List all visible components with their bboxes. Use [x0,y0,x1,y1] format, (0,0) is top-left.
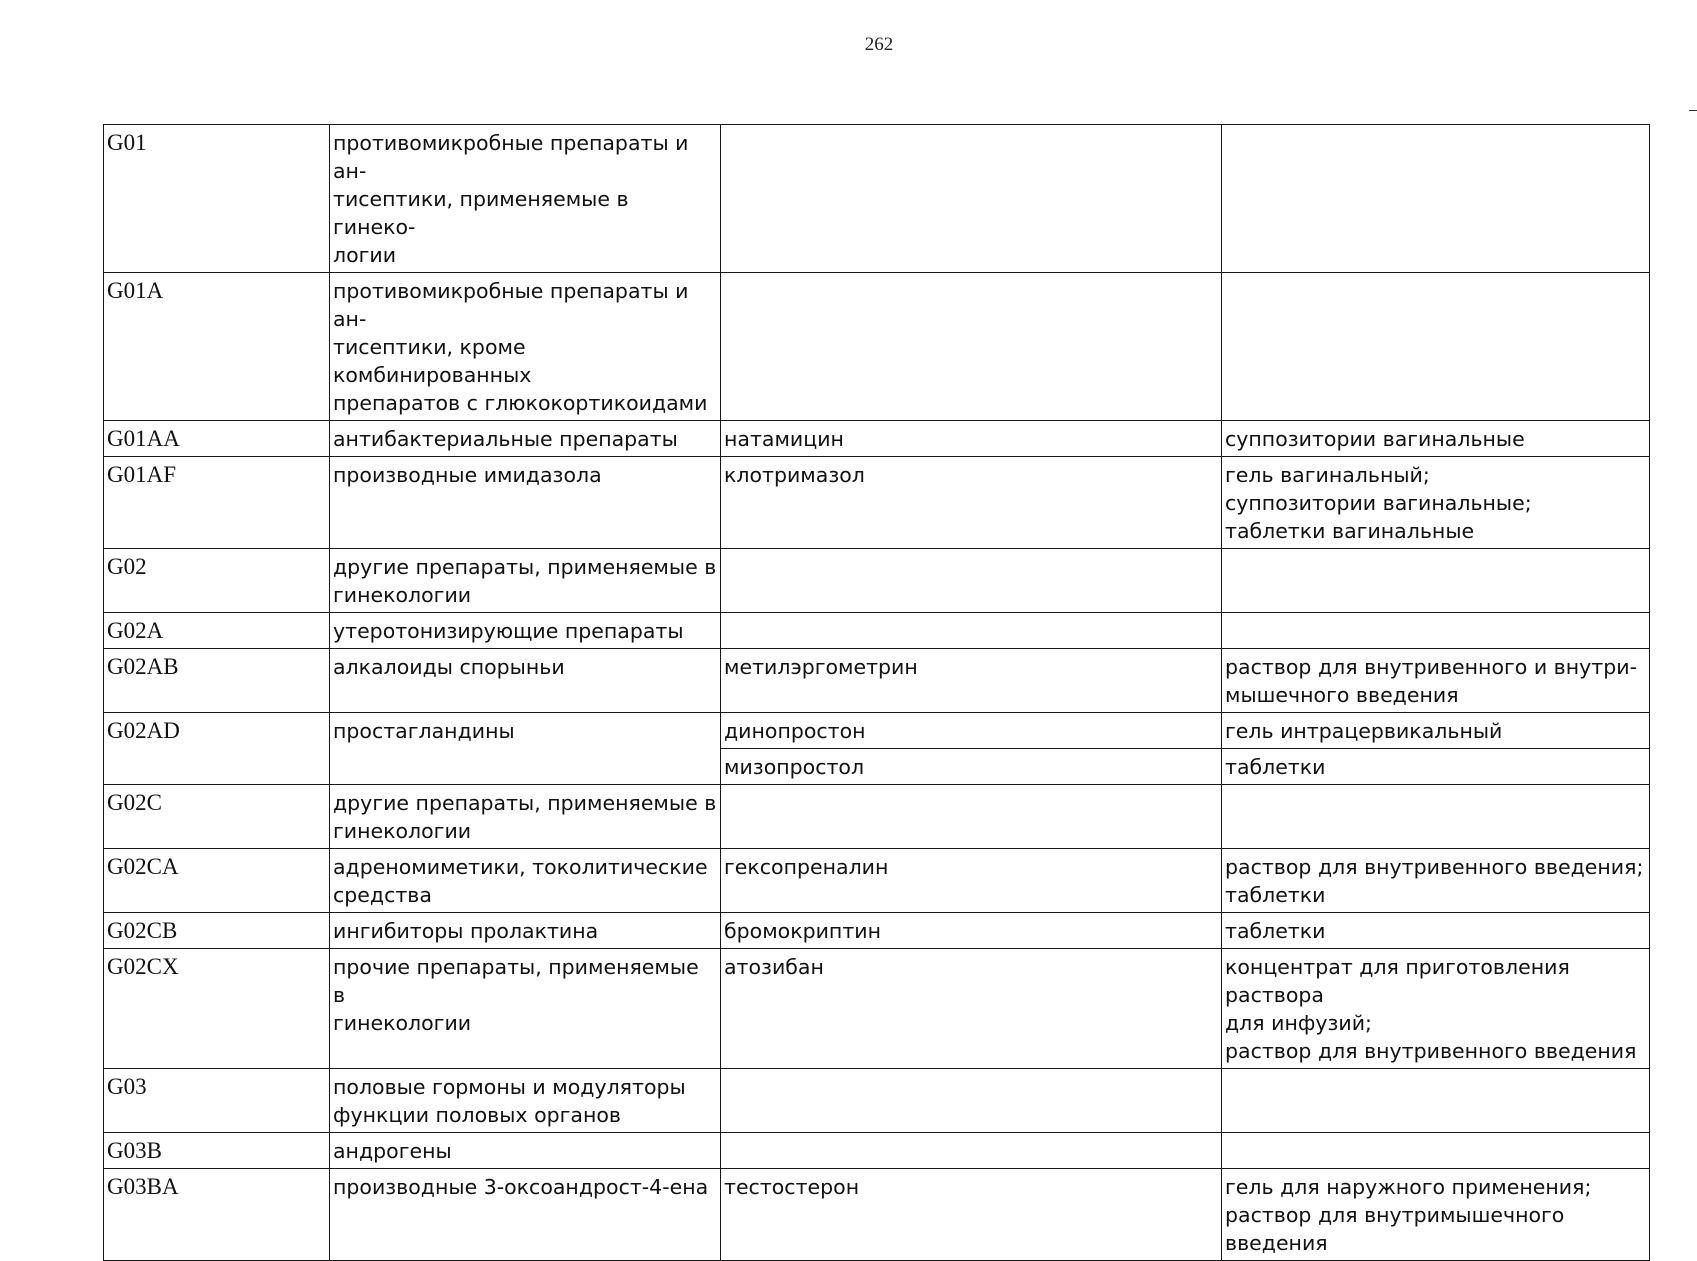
table-row [104,713,1650,749]
dosage-form-line: гель интрацервикальный [1225,719,1503,743]
atc-code-cell: G02AB [104,649,330,713]
atc-code-cell: G01AA [104,421,330,457]
group-name-cell [330,613,721,649]
group-name-line: антибактериальные препараты [333,427,678,451]
drug-name-cell [721,785,1222,849]
dosage-forms-cell [1222,849,1650,913]
table-row [104,613,1650,649]
drug-name-cell [721,613,1222,649]
dosage-forms-cell [1222,125,1650,273]
group-name-cell [330,457,721,549]
drug-name-cell: атозибан [721,949,1222,1069]
drug-name-cell: гексопреналин [721,849,1222,913]
drug-name-cell: тестостерон [721,1169,1222,1261]
dosage-form-line: для инфузий; [1225,1011,1372,1035]
dosage-form-line: таблетки [1225,883,1326,907]
table-row [104,273,1650,421]
group-name-line: андрогены [333,1139,452,1163]
group-name-line: адреномиметики, токолитические [333,855,708,879]
dosage-form-line: концентрат для приготовления раствора [1225,955,1570,1007]
dosage-forms-cell [1222,713,1650,749]
dosage-forms-cell [1222,785,1650,849]
dosage-form-line: суппозитории вагинальные [1225,427,1525,451]
group-name-line: другие препараты, применяемые в [333,555,717,579]
group-name-line: гинекологии [333,1011,472,1035]
group-name-line: алкалоиды спорыньи [333,655,565,679]
drug-name-cell [721,549,1222,613]
group-name-line: прочие препараты, применяемые в [333,955,699,1007]
dosage-forms-cell [1222,749,1650,785]
atc-code-cell: G03B [104,1133,330,1169]
table-row [104,421,1650,457]
drug-name-cell: клотримазол [721,457,1222,549]
dosage-forms-cell [1222,1169,1650,1261]
dosage-form-line: раствор для внутривенного введения; [1225,855,1644,879]
table-body [104,125,1650,1261]
dosage-forms-cell [1222,273,1650,421]
group-name-line: тисептики, кроме комбинированных [333,335,532,387]
group-name-line: логии [333,243,397,267]
drug-name-cell: бромокриптин [721,913,1222,949]
atc-code-cell: G02AD [104,713,330,785]
table-row [104,1169,1650,1261]
group-name-cell [330,1169,721,1261]
group-name-cell [330,273,721,421]
group-name-cell [330,549,721,613]
drug-name-cell [721,1133,1222,1169]
atc-code-cell: G03 [104,1069,330,1133]
group-name-line: производные 3-оксоандрост-4-ена [333,1175,709,1199]
group-name-line: ингибиторы пролактина [333,919,599,943]
page-number: 262 [864,34,894,55]
group-name-line: средства [333,883,432,907]
table-row [104,649,1650,713]
atc-code-cell: G01AF [104,457,330,549]
dosage-forms-cell [1222,649,1650,713]
table-row [104,1133,1650,1169]
group-name-cell [330,849,721,913]
drug-name-cell: натамицин [721,421,1222,457]
table-row [104,785,1650,849]
drug-name-cell [721,273,1222,421]
dosage-form-line: раствор для внутривенного введения [1225,1039,1637,1063]
edge-mark [1689,110,1697,111]
atc-drug-table [103,124,1650,1261]
dosage-form-line: раствор для внутривенного и внутри- [1225,655,1637,679]
dosage-forms-cell [1222,949,1650,1069]
group-name-line: гинекологии [333,583,472,607]
drug-name-cell: динопростон [721,713,1222,749]
drug-name-cell: мизопростол [721,749,1222,785]
dosage-forms-cell [1222,549,1650,613]
group-name-cell [330,949,721,1069]
dosage-forms-cell [1222,1069,1650,1133]
group-name-line: другие препараты, применяемые в [333,791,717,815]
group-name-cell [330,125,721,273]
group-name-line: противомикробные препараты и ан- [333,131,689,183]
group-name-line: половые гормоны и модуляторы [333,1075,686,1099]
group-name-cell [330,1133,721,1169]
group-name-line: препаратов с глюкокортикоидами [333,391,708,415]
dosage-forms-cell [1222,457,1650,549]
group-name-line: производные имидазола [333,463,602,487]
atc-code-cell: G02A [104,613,330,649]
dosage-form-line: мышечного введения [1225,683,1459,707]
atc-code-cell: G02 [104,549,330,613]
dosage-forms-cell [1222,421,1650,457]
atc-code-cell: G01A [104,273,330,421]
dosage-form-line: раствор для внутримышечного введения [1225,1203,1565,1255]
table-row [104,849,1650,913]
dosage-form-line: гель вагинальный; [1225,463,1430,487]
table-row [104,125,1650,273]
table-row [104,913,1650,949]
drug-name-cell: метилэргометрин [721,649,1222,713]
dosage-form-line: таблетки [1225,755,1326,779]
table-row [104,949,1650,1069]
group-name-line: утеротонизирующие препараты [333,619,684,643]
group-name-cell [330,913,721,949]
dosage-form-line: гель для наружного применения; [1225,1175,1592,1199]
atc-code-cell: G02CB [104,913,330,949]
drug-name-cell [721,125,1222,273]
atc-code-cell: G02CA [104,849,330,913]
atc-code-cell: G01 [104,125,330,273]
group-name-line: простагландины [333,719,515,743]
dosage-form-line: таблетки вагинальные [1225,519,1475,543]
group-name-line: функции половых органов [333,1103,621,1127]
table-row [104,549,1650,613]
dosage-forms-cell [1222,1133,1650,1169]
dosage-form-line: таблетки [1225,919,1326,943]
group-name-cell [330,421,721,457]
group-name-cell [330,1069,721,1133]
atc-code-cell: G02C [104,785,330,849]
group-name-line: тисептики, применяемые в гинеко- [333,187,629,239]
drug-name-cell [721,1069,1222,1133]
group-name-cell [330,785,721,849]
table-row [104,457,1650,549]
group-name-cell [330,713,721,785]
group-name-cell [330,649,721,713]
dosage-forms-cell [1222,913,1650,949]
table-row [104,1069,1650,1133]
dosage-form-line: суппозитории вагинальные; [1225,491,1532,515]
group-name-line: гинекологии [333,819,472,843]
dosage-forms-cell [1222,613,1650,649]
atc-code-cell: G03BA [104,1169,330,1261]
group-name-line: противомикробные препараты и ан- [333,279,689,331]
atc-code-cell: G02CX [104,949,330,1069]
